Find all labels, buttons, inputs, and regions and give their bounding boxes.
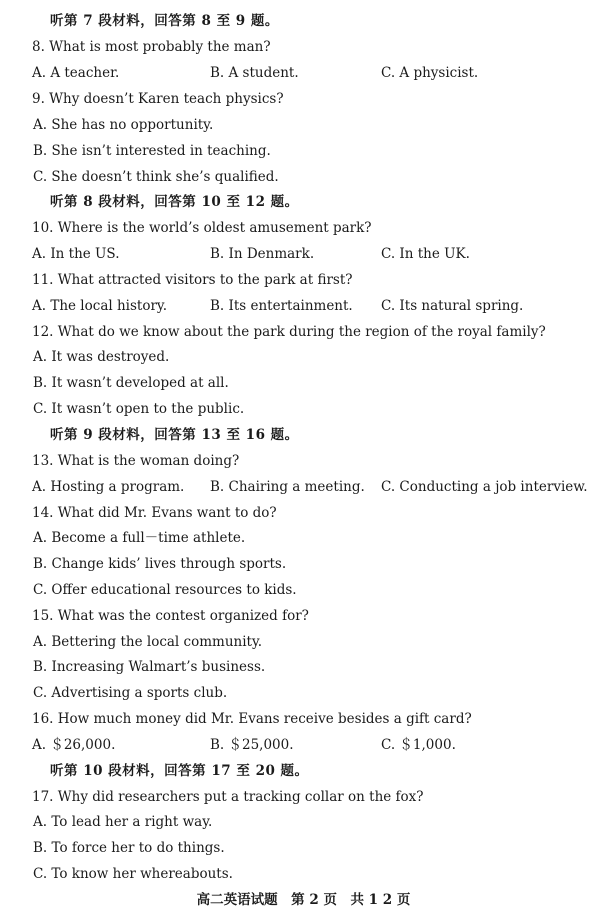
- q16-option-a: A. ＄26,000.: [32, 737, 116, 753]
- q15-option-a: A. Bettering the local community.: [33, 634, 263, 650]
- question-12: 12. What do we know about the park during the region of the royal family?: [32, 324, 546, 340]
- q14-option-b: B. Change kids’ lives through sports.: [33, 556, 287, 572]
- question-17: 17. Why did researchers put a tracking collar on the fox?: [32, 789, 424, 805]
- question-16: 16. How much money did Mr. Evans receive besides a gift card?: [32, 711, 472, 727]
- q13-option-b: B. Chairing a meeting.: [210, 479, 365, 495]
- q9-option-b: B. She isn’t interested in teaching.: [33, 143, 271, 159]
- q12-option-a: A. It was destroyed.: [33, 349, 170, 365]
- question-14: 14. What did Mr. Evans want to do?: [32, 505, 277, 521]
- q8-option-b: B. A student.: [210, 65, 299, 81]
- section-header-7: 听第 7 段材料，回答第 8 至 9 题。: [50, 13, 279, 29]
- q12-option-b: B. It wasn’t developed at all.: [33, 375, 229, 391]
- options-row-10: [32, 245, 602, 263]
- question-13: 13. What is the woman doing?: [32, 453, 240, 469]
- q10-option-a: A. In the US.: [32, 246, 120, 262]
- q17-option-c: C. To know her whereabouts.: [33, 866, 233, 882]
- q10-option-b: B. In Denmark.: [210, 246, 315, 262]
- q16-option-c: C. ＄1,000.: [381, 737, 456, 753]
- q15-option-c: C. Advertising a sports club.: [33, 685, 228, 701]
- page-footer: 高二英语试题 第 2 页 共 1 2 页: [196, 892, 411, 908]
- q17-option-b: B. To force her to do things.: [33, 840, 225, 856]
- question-8: 8. What is most probably the man?: [32, 39, 271, 55]
- question-11: 11. What attracted visitors to the park at first?: [32, 272, 353, 288]
- options-row-16: [32, 736, 602, 754]
- q17-option-a: A. To lead her a right way.: [33, 814, 213, 830]
- options-row-13: [32, 478, 602, 496]
- q8-option-a: A. A teacher.: [32, 65, 120, 81]
- q15-option-b: B. Increasing Walmart’s business.: [33, 659, 266, 675]
- q9-option-a: A. She has no opportunity.: [33, 117, 214, 133]
- options-row-8: [32, 64, 602, 82]
- question-10: 10. Where is the world’s oldest amusement park?: [32, 220, 372, 236]
- section-header-8: 听第 8 段材料，回答第 10 至 12 题。: [50, 194, 299, 210]
- q13-option-a: A. Hosting a program.: [32, 479, 185, 495]
- q16-option-b: B. ＄25,000.: [210, 737, 294, 753]
- q14-option-a: A. Become a full－time athlete.: [33, 530, 246, 546]
- q12-option-c: C. It wasn’t open to the public.: [33, 401, 245, 417]
- q14-option-c: C. Offer educational resources to kids.: [33, 582, 297, 598]
- section-header-9: 听第 9 段材料，回答第 13 至 16 题。: [50, 427, 299, 443]
- question-15: 15. What was the contest organized for?: [32, 608, 309, 624]
- q11-option-c: C. Its natural spring.: [381, 298, 524, 314]
- options-row-11: [32, 297, 602, 315]
- q9-option-c: C. She doesn’t think she’s qualified.: [33, 169, 279, 185]
- question-9: 9. Why doesn’t Karen teach physics?: [32, 91, 284, 107]
- q13-option-c: C. Conducting a job interview.: [381, 479, 588, 495]
- q11-option-a: A. The local history.: [32, 298, 168, 314]
- section-header-10: 听第 10 段材料，回答第 17 至 20 题。: [50, 763, 309, 779]
- q10-option-c: C. In the UK.: [381, 246, 470, 262]
- q8-option-c: C. A physicist.: [381, 65, 479, 81]
- q11-option-b: B. Its entertainment.: [210, 298, 353, 314]
